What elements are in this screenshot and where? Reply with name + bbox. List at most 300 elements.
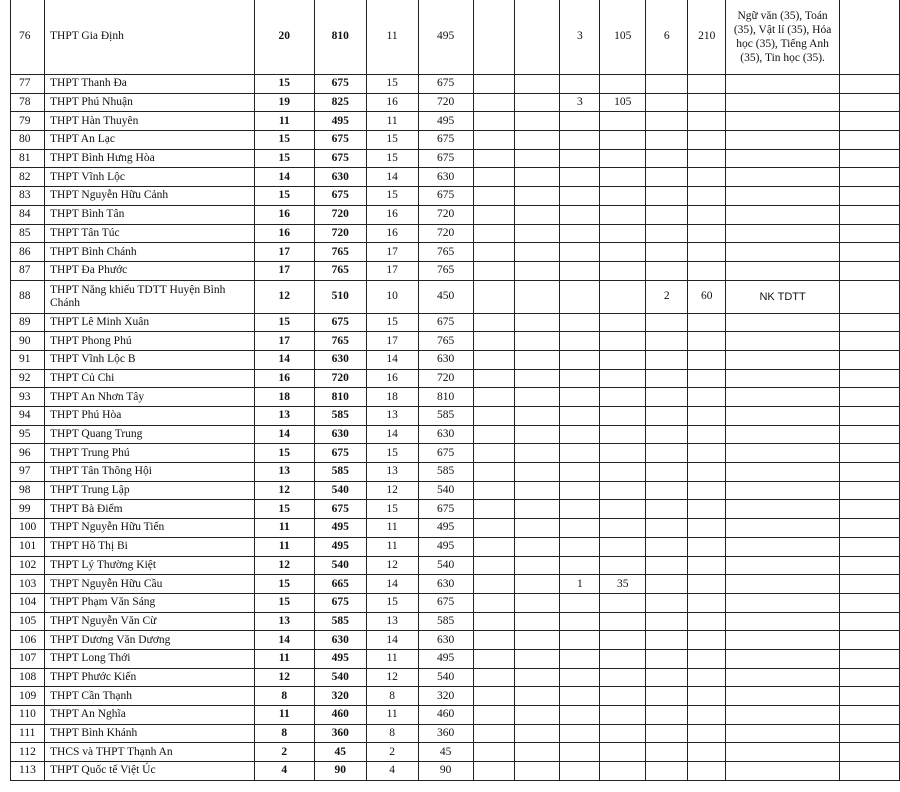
- integrated-students-cell: [600, 313, 646, 332]
- integrated-students-cell: [600, 243, 646, 262]
- specialized-classes-cell: [646, 168, 688, 187]
- specialized-classes-cell: [646, 649, 688, 668]
- stt-cell: 111: [11, 724, 45, 743]
- total-classes-cell: 13: [254, 463, 314, 482]
- integrated-students-cell: [600, 280, 646, 313]
- regular-students-cell: 540: [418, 556, 473, 575]
- table-row: [11, 668, 900, 687]
- subjects-note-cell: [726, 369, 840, 388]
- empty-cell: [515, 556, 560, 575]
- specialized-classes-cell: [646, 500, 688, 519]
- remarks-cell: [840, 112, 900, 131]
- regular-students-cell: 585: [418, 612, 473, 631]
- empty-cell: [473, 350, 515, 369]
- subjects-note-cell: [726, 112, 840, 131]
- specialized-students-cell: [688, 537, 726, 556]
- stt-cell: 107: [11, 649, 45, 668]
- school-name-cell: THPT Tân Túc: [44, 224, 254, 243]
- integrated-classes-cell: [560, 743, 600, 762]
- total-classes-cell: 8: [254, 724, 314, 743]
- specialized-classes-cell: [646, 444, 688, 463]
- empty-cell: [515, 706, 560, 725]
- table-body: [11, 0, 900, 780]
- remarks-cell: [840, 313, 900, 332]
- specialized-classes-cell: [646, 724, 688, 743]
- school-name-cell: THPT Phong Phú: [44, 332, 254, 351]
- subjects-note-cell: [726, 481, 840, 500]
- total-classes-cell: 15: [254, 500, 314, 519]
- specialized-students-cell: [688, 762, 726, 781]
- integrated-students-cell: [600, 519, 646, 538]
- regular-classes-cell: 15: [366, 131, 418, 150]
- specialized-students-cell: [688, 724, 726, 743]
- empty-cell: [473, 261, 515, 280]
- regular-students-cell: 675: [418, 500, 473, 519]
- specialized-classes-cell: [646, 149, 688, 168]
- table-row: [11, 149, 900, 168]
- school-name-cell: THPT Thanh Đa: [44, 75, 254, 94]
- specialized-classes-cell: [646, 575, 688, 594]
- stt-cell: 104: [11, 593, 45, 612]
- specialized-classes-cell: [646, 631, 688, 650]
- specialized-classes-cell: 6: [646, 0, 688, 75]
- total-classes-cell: 15: [254, 131, 314, 150]
- empty-cell: [473, 205, 515, 224]
- stt-cell: 77: [11, 75, 45, 94]
- total-students-cell: 675: [314, 149, 366, 168]
- total-classes-cell: 15: [254, 593, 314, 612]
- table-row: [11, 519, 900, 538]
- specialized-classes-cell: [646, 224, 688, 243]
- remarks-cell: [840, 261, 900, 280]
- total-students-cell: 825: [314, 93, 366, 112]
- total-classes-cell: 2: [254, 743, 314, 762]
- regular-students-cell: 675: [418, 131, 473, 150]
- empty-cell: [515, 593, 560, 612]
- table-row: [11, 261, 900, 280]
- empty-cell: [515, 537, 560, 556]
- integrated-students-cell: [600, 350, 646, 369]
- table-row: [11, 407, 900, 426]
- total-classes-cell: 14: [254, 425, 314, 444]
- table-row: [11, 537, 900, 556]
- table-row: [11, 112, 900, 131]
- subjects-note-cell: [726, 168, 840, 187]
- remarks-cell: [840, 687, 900, 706]
- subjects-note-cell: [726, 149, 840, 168]
- specialized-students-cell: [688, 205, 726, 224]
- subjects-note-cell: [726, 261, 840, 280]
- integrated-classes-cell: [560, 168, 600, 187]
- empty-cell: [515, 687, 560, 706]
- subjects-note-cell: [726, 519, 840, 538]
- subjects-note-cell: [726, 724, 840, 743]
- total-classes-cell: 16: [254, 224, 314, 243]
- regular-students-cell: 585: [418, 463, 473, 482]
- integrated-classes-cell: [560, 668, 600, 687]
- regular-students-cell: 765: [418, 332, 473, 351]
- empty-cell: [473, 556, 515, 575]
- specialized-students-cell: [688, 75, 726, 94]
- total-students-cell: 585: [314, 407, 366, 426]
- integrated-classes-cell: 3: [560, 93, 600, 112]
- integrated-students-cell: [600, 556, 646, 575]
- regular-classes-cell: 13: [366, 612, 418, 631]
- total-students-cell: 720: [314, 369, 366, 388]
- specialized-students-cell: [688, 668, 726, 687]
- empty-cell: [473, 500, 515, 519]
- specialized-students-cell: [688, 350, 726, 369]
- remarks-cell: [840, 75, 900, 94]
- subjects-note-cell: [726, 593, 840, 612]
- regular-students-cell: 810: [418, 388, 473, 407]
- integrated-students-cell: [600, 649, 646, 668]
- specialized-students-cell: [688, 93, 726, 112]
- school-name-cell: THPT Dương Văn Dương: [44, 631, 254, 650]
- regular-classes-cell: 11: [366, 706, 418, 725]
- total-classes-cell: 13: [254, 407, 314, 426]
- specialized-students-cell: [688, 332, 726, 351]
- integrated-students-cell: [600, 537, 646, 556]
- table-row: [11, 762, 900, 781]
- total-students-cell: 540: [314, 556, 366, 575]
- stt-cell: 99: [11, 500, 45, 519]
- specialized-classes-cell: [646, 463, 688, 482]
- school-name-cell: THPT Cần Thạnh: [44, 687, 254, 706]
- total-students-cell: 630: [314, 350, 366, 369]
- stt-cell: 113: [11, 762, 45, 781]
- integrated-students-cell: [600, 593, 646, 612]
- integrated-students-cell: [600, 743, 646, 762]
- subjects-note-cell: [726, 313, 840, 332]
- table-row: [11, 187, 900, 206]
- empty-cell: [473, 75, 515, 94]
- empty-cell: [515, 332, 560, 351]
- stt-cell: 85: [11, 224, 45, 243]
- school-name-cell: THPT Đa Phước: [44, 261, 254, 280]
- specialized-students-cell: [688, 187, 726, 206]
- empty-cell: [515, 481, 560, 500]
- school-name-cell: THPT An Nghĩa: [44, 706, 254, 725]
- total-classes-cell: 15: [254, 149, 314, 168]
- specialized-classes-cell: [646, 261, 688, 280]
- total-classes-cell: 15: [254, 444, 314, 463]
- subjects-note-cell: [726, 743, 840, 762]
- integrated-students-cell: [600, 706, 646, 725]
- remarks-cell: [840, 481, 900, 500]
- remarks-cell: [840, 205, 900, 224]
- integrated-classes-cell: 1: [560, 575, 600, 594]
- school-name-cell: THPT Nguyễn Hữu Cầu: [44, 575, 254, 594]
- subjects-note-cell: [726, 649, 840, 668]
- stt-cell: 90: [11, 332, 45, 351]
- regular-students-cell: 630: [418, 168, 473, 187]
- integrated-classes-cell: [560, 481, 600, 500]
- school-name-cell: THPT Tân Thông Hội: [44, 463, 254, 482]
- empty-cell: [515, 668, 560, 687]
- table-row: [11, 0, 900, 75]
- school-name-cell: THPT Trung Lập: [44, 481, 254, 500]
- specialized-classes-cell: [646, 205, 688, 224]
- enrollment-table: [10, 0, 900, 781]
- empty-cell: [515, 388, 560, 407]
- empty-cell: [473, 444, 515, 463]
- specialized-classes-cell: [646, 407, 688, 426]
- table-row: [11, 575, 900, 594]
- regular-students-cell: 765: [418, 243, 473, 262]
- total-students-cell: 765: [314, 332, 366, 351]
- specialized-classes-cell: [646, 187, 688, 206]
- regular-students-cell: 540: [418, 481, 473, 500]
- stt-cell: 100: [11, 519, 45, 538]
- regular-classes-cell: 10: [366, 280, 418, 313]
- integrated-classes-cell: [560, 332, 600, 351]
- remarks-cell: [840, 706, 900, 725]
- empty-cell: [473, 668, 515, 687]
- regular-classes-cell: 16: [366, 93, 418, 112]
- table-row: [11, 743, 900, 762]
- integrated-students-cell: [600, 75, 646, 94]
- empty-cell: [473, 224, 515, 243]
- regular-classes-cell: 16: [366, 224, 418, 243]
- specialized-students-cell: [688, 261, 726, 280]
- integrated-classes-cell: [560, 537, 600, 556]
- stt-cell: 88: [11, 280, 45, 313]
- regular-students-cell: 675: [418, 444, 473, 463]
- total-students-cell: 495: [314, 112, 366, 131]
- table-row: [11, 724, 900, 743]
- school-name-cell: THPT Trung Phú: [44, 444, 254, 463]
- total-classes-cell: 14: [254, 350, 314, 369]
- integrated-students-cell: [600, 481, 646, 500]
- regular-students-cell: 630: [418, 350, 473, 369]
- table-row: [11, 631, 900, 650]
- total-classes-cell: 14: [254, 168, 314, 187]
- specialized-classes-cell: [646, 75, 688, 94]
- school-name-cell: THPT Phú Nhuận: [44, 93, 254, 112]
- regular-classes-cell: 15: [366, 187, 418, 206]
- remarks-cell: [840, 556, 900, 575]
- subjects-note-cell: [726, 243, 840, 262]
- empty-cell: [473, 313, 515, 332]
- remarks-cell: [840, 131, 900, 150]
- school-name-cell: THPT Bình Khánh: [44, 724, 254, 743]
- stt-cell: 109: [11, 687, 45, 706]
- integrated-students-cell: 35: [600, 575, 646, 594]
- regular-students-cell: 585: [418, 407, 473, 426]
- empty-cell: [473, 187, 515, 206]
- total-classes-cell: 12: [254, 556, 314, 575]
- remarks-cell: [840, 280, 900, 313]
- remarks-cell: [840, 350, 900, 369]
- stt-cell: 80: [11, 131, 45, 150]
- regular-classes-cell: 4: [366, 762, 418, 781]
- specialized-classes-cell: [646, 350, 688, 369]
- school-name-cell: THPT Hồ Thị Bi: [44, 537, 254, 556]
- regular-classes-cell: 2: [366, 743, 418, 762]
- table-row: [11, 556, 900, 575]
- table-row: [11, 649, 900, 668]
- regular-students-cell: 495: [418, 112, 473, 131]
- regular-classes-cell: 13: [366, 407, 418, 426]
- school-name-cell: THPT Phạm Văn Sáng: [44, 593, 254, 612]
- subjects-note-cell: [726, 205, 840, 224]
- specialized-classes-cell: [646, 612, 688, 631]
- school-name-cell: THPT Vĩnh Lộc: [44, 168, 254, 187]
- empty-cell: [515, 243, 560, 262]
- subjects-note-cell: [726, 668, 840, 687]
- table-row: [11, 425, 900, 444]
- total-classes-cell: 14: [254, 631, 314, 650]
- school-name-cell: THPT An Nhơn Tây: [44, 388, 254, 407]
- regular-classes-cell: 14: [366, 350, 418, 369]
- regular-classes-cell: 11: [366, 537, 418, 556]
- empty-cell: [473, 575, 515, 594]
- regular-students-cell: 675: [418, 149, 473, 168]
- integrated-classes-cell: [560, 149, 600, 168]
- empty-cell: [473, 93, 515, 112]
- total-classes-cell: 4: [254, 762, 314, 781]
- stt-cell: 76: [11, 0, 45, 75]
- specialized-students-cell: [688, 687, 726, 706]
- regular-classes-cell: 11: [366, 0, 418, 75]
- specialized-classes-cell: [646, 369, 688, 388]
- total-classes-cell: 19: [254, 93, 314, 112]
- integrated-classes-cell: [560, 593, 600, 612]
- empty-cell: [473, 612, 515, 631]
- subjects-note-cell: [726, 75, 840, 94]
- empty-cell: [473, 149, 515, 168]
- empty-cell: [515, 261, 560, 280]
- integrated-students-cell: [600, 631, 646, 650]
- subjects-note-cell: [726, 706, 840, 725]
- total-students-cell: 495: [314, 649, 366, 668]
- remarks-cell: [840, 444, 900, 463]
- integrated-students-cell: [600, 425, 646, 444]
- remarks-cell: [840, 168, 900, 187]
- empty-cell: [473, 649, 515, 668]
- stt-cell: 102: [11, 556, 45, 575]
- total-students-cell: 765: [314, 243, 366, 262]
- total-classes-cell: 18: [254, 388, 314, 407]
- table-row: [11, 463, 900, 482]
- specialized-students-cell: [688, 649, 726, 668]
- total-students-cell: 495: [314, 537, 366, 556]
- total-students-cell: 675: [314, 131, 366, 150]
- specialized-students-cell: [688, 500, 726, 519]
- stt-cell: 95: [11, 425, 45, 444]
- total-students-cell: 540: [314, 481, 366, 500]
- empty-cell: [473, 280, 515, 313]
- remarks-cell: [840, 762, 900, 781]
- specialized-students-cell: [688, 425, 726, 444]
- regular-classes-cell: 11: [366, 649, 418, 668]
- subjects-note-cell: [726, 350, 840, 369]
- total-students-cell: 675: [314, 593, 366, 612]
- integrated-students-cell: [600, 612, 646, 631]
- school-name-cell: THPT Phú Hòa: [44, 407, 254, 426]
- school-name-cell: THPT Quang Trung: [44, 425, 254, 444]
- integrated-classes-cell: [560, 261, 600, 280]
- integrated-students-cell: [600, 388, 646, 407]
- specialized-classes-cell: [646, 481, 688, 500]
- table-row: [11, 500, 900, 519]
- total-classes-cell: 15: [254, 313, 314, 332]
- integrated-students-cell: [600, 687, 646, 706]
- empty-cell: [473, 332, 515, 351]
- integrated-classes-cell: [560, 762, 600, 781]
- integrated-students-cell: [600, 463, 646, 482]
- regular-students-cell: 495: [418, 519, 473, 538]
- integrated-classes-cell: [560, 369, 600, 388]
- stt-cell: 82: [11, 168, 45, 187]
- specialized-students-cell: 60: [688, 280, 726, 313]
- empty-cell: [473, 481, 515, 500]
- specialized-students-cell: [688, 131, 726, 150]
- table-row: [11, 593, 900, 612]
- specialized-classes-cell: [646, 687, 688, 706]
- integrated-classes-cell: [560, 631, 600, 650]
- stt-cell: 105: [11, 612, 45, 631]
- stt-cell: 86: [11, 243, 45, 262]
- empty-cell: [473, 762, 515, 781]
- table-row: [11, 313, 900, 332]
- regular-classes-cell: 12: [366, 668, 418, 687]
- remarks-cell: [840, 332, 900, 351]
- specialized-classes-cell: [646, 93, 688, 112]
- regular-students-cell: 765: [418, 261, 473, 280]
- empty-cell: [473, 593, 515, 612]
- integrated-students-cell: [600, 724, 646, 743]
- total-classes-cell: 17: [254, 243, 314, 262]
- specialized-students-cell: [688, 593, 726, 612]
- subjects-note-cell: [726, 93, 840, 112]
- table-row: [11, 93, 900, 112]
- integrated-classes-cell: [560, 500, 600, 519]
- specialized-students-cell: [688, 243, 726, 262]
- regular-classes-cell: 14: [366, 168, 418, 187]
- total-students-cell: 720: [314, 224, 366, 243]
- empty-cell: [515, 187, 560, 206]
- integrated-classes-cell: [560, 313, 600, 332]
- stt-cell: 110: [11, 706, 45, 725]
- remarks-cell: [840, 649, 900, 668]
- empty-cell: [473, 369, 515, 388]
- table-row: [11, 444, 900, 463]
- regular-students-cell: 495: [418, 0, 473, 75]
- total-students-cell: 675: [314, 500, 366, 519]
- empty-cell: [515, 112, 560, 131]
- subjects-note-cell: [726, 631, 840, 650]
- empty-cell: [473, 706, 515, 725]
- table-row: [11, 205, 900, 224]
- total-classes-cell: 17: [254, 332, 314, 351]
- empty-cell: [473, 407, 515, 426]
- empty-cell: [473, 631, 515, 650]
- integrated-classes-cell: [560, 407, 600, 426]
- empty-cell: [515, 743, 560, 762]
- integrated-students-cell: 105: [600, 93, 646, 112]
- empty-cell: [473, 425, 515, 444]
- empty-cell: [473, 131, 515, 150]
- school-name-cell: THPT Hàn Thuyên: [44, 112, 254, 131]
- total-classes-cell: 11: [254, 519, 314, 538]
- regular-classes-cell: 15: [366, 593, 418, 612]
- table-row: [11, 280, 900, 313]
- stt-cell: 79: [11, 112, 45, 131]
- regular-students-cell: 675: [418, 313, 473, 332]
- empty-cell: [515, 224, 560, 243]
